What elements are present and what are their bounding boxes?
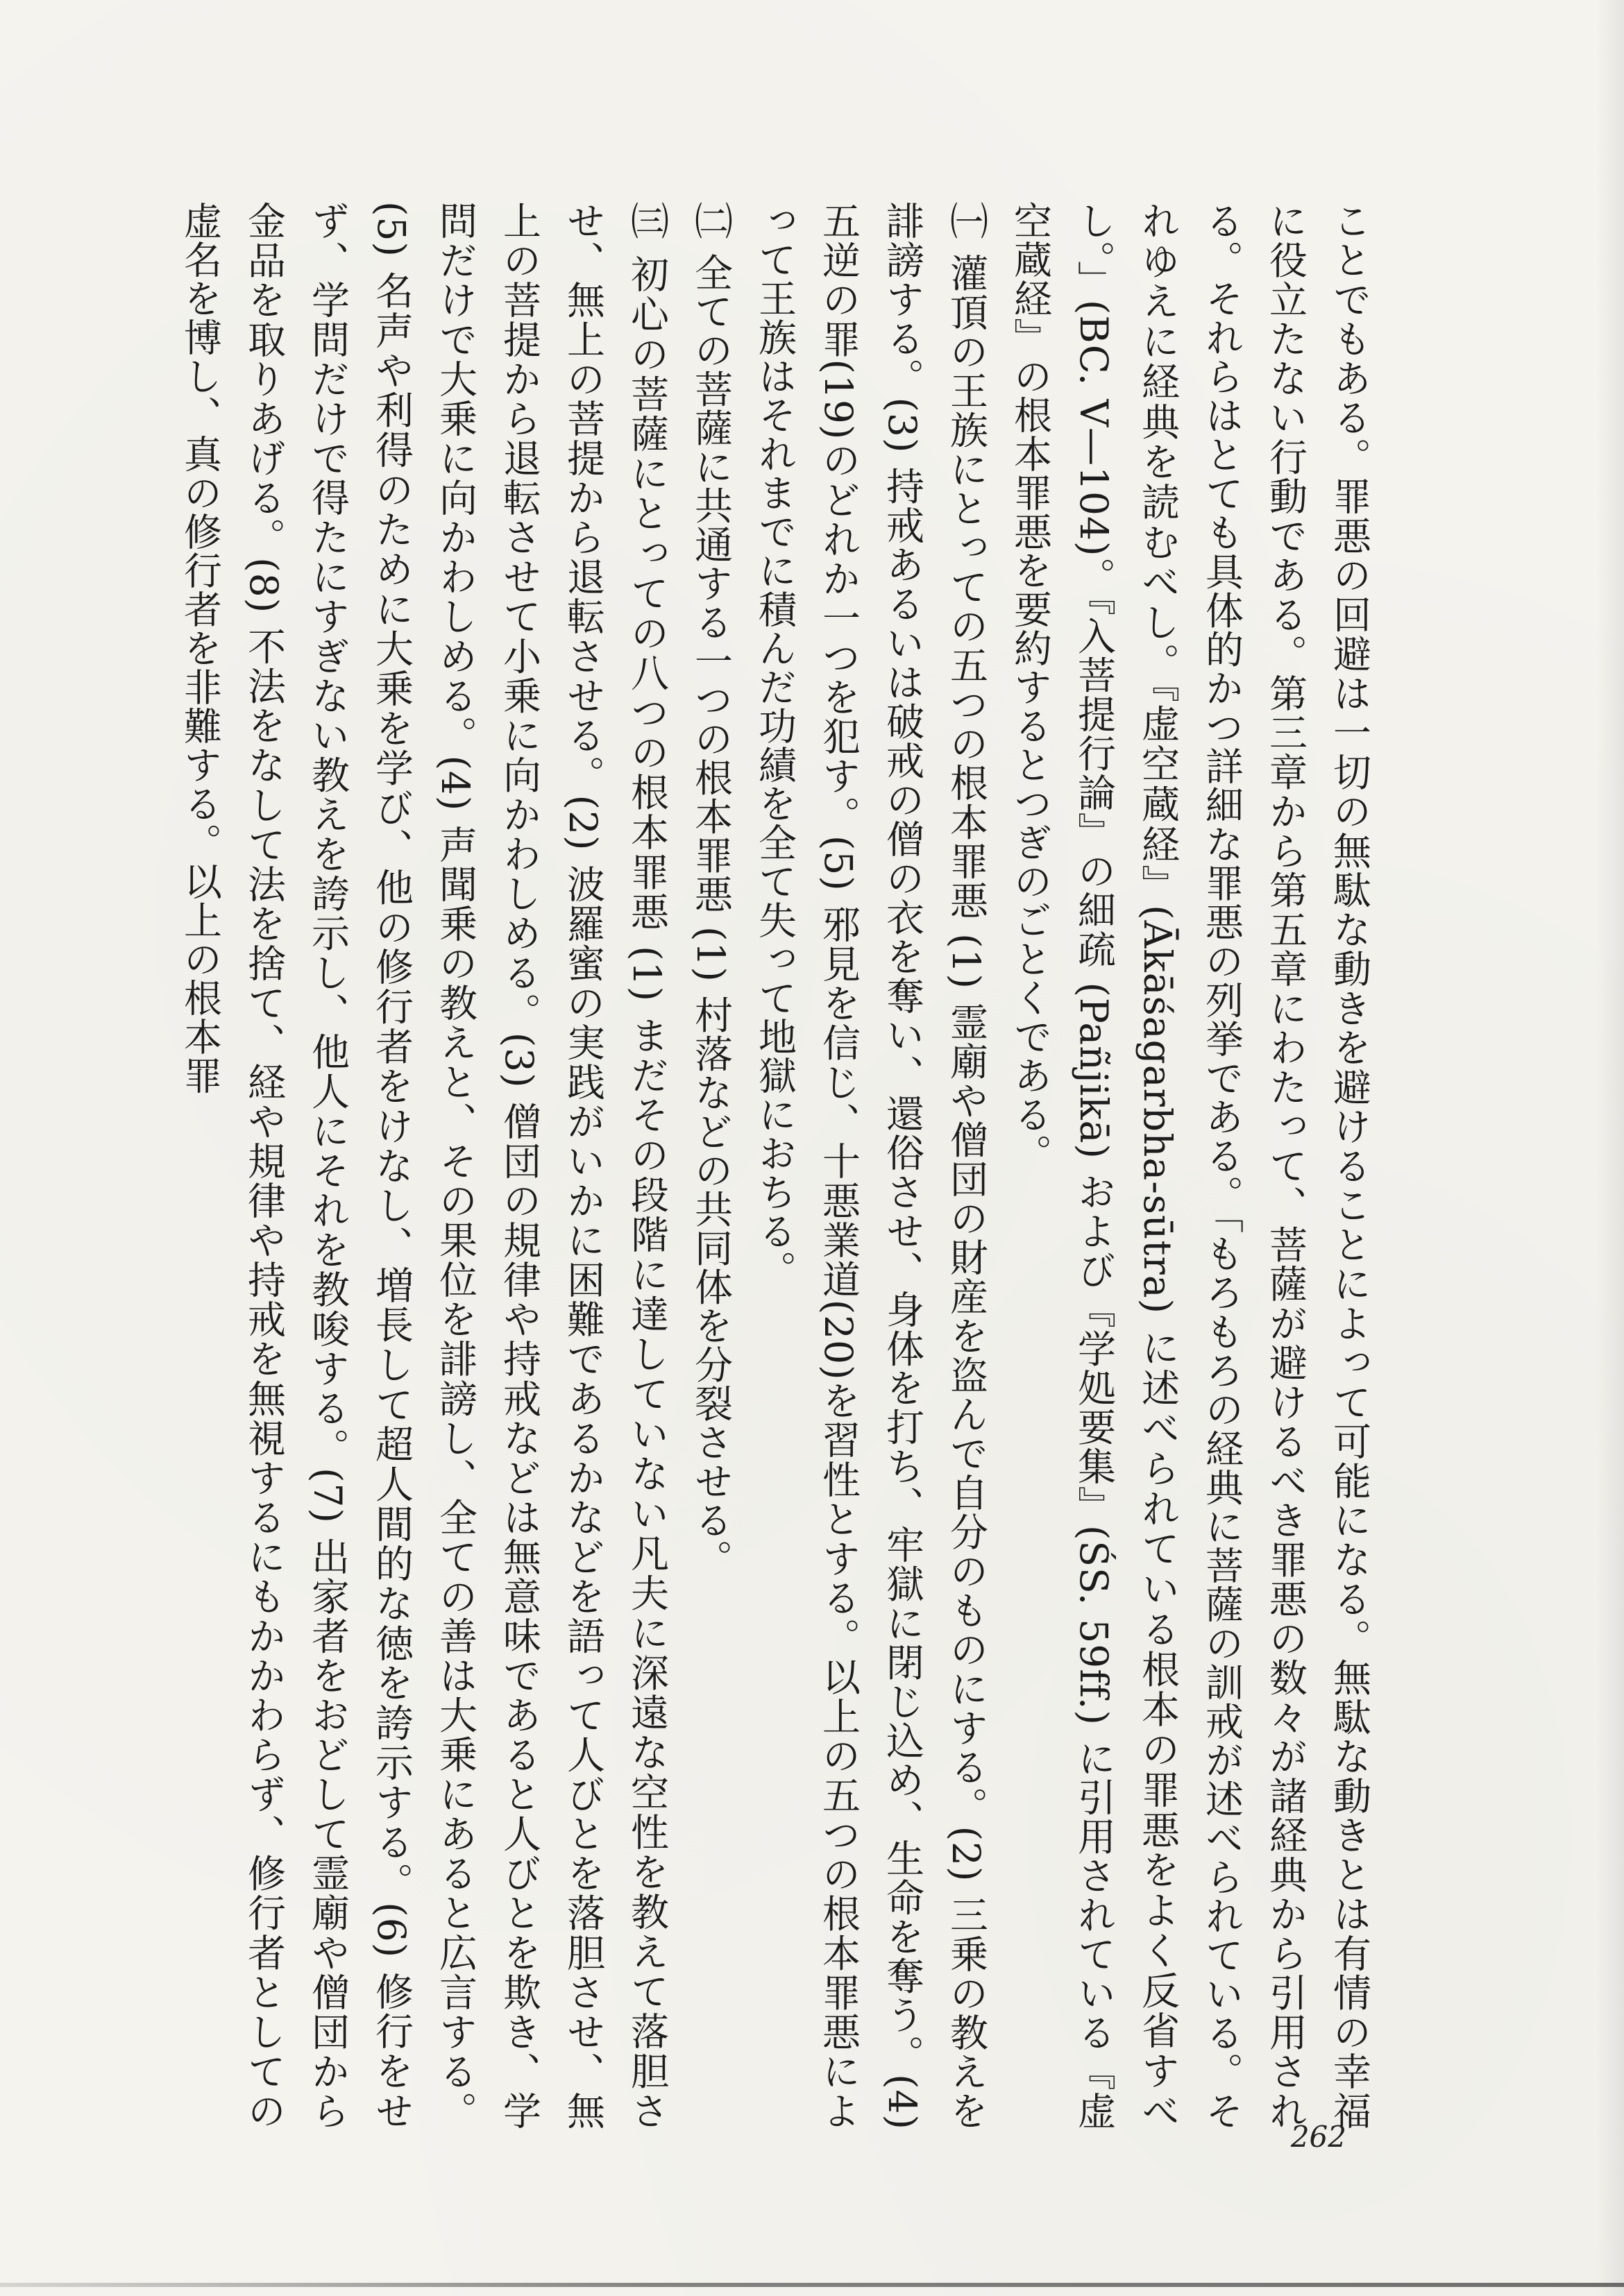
paragraph-royal-five-sins: ㈠ 灌頂の王族にとっての五つの根本罪悪 (1) 霊廟や僧団の財産を盗んで自分のものにする。(2) 三乗の教えを誹謗する。(3) 持戒あるいは破戒の僧の衣を奪い、還俗させ、身体を打ち、牢獄に閉じ込め、生命を奪う。(4) 五逆の罪(19)のどれか一つを犯す。(5) 邪見を信じ、十悪業道(20)を習性とする。以上の五つの根本罪悪によって王族はそれまでに積んだ功績を全て失って地獄におちる。 [752,201,988,2130]
page-number: 262 [1290,2120,1346,2154]
page-edge-shadow [1596,0,1624,2296]
paragraph-intro: ことでもある。罪悪の回避は一切の無駄な動きを避けることによって可能になる。無駄な動きとは有情の幸福に役立たない行動である。第三章から第五章にわたって、菩薩が避けるべき罪悪の数々が諸経典から引用される。それらはとても具体的かつ詳細な罪悪の列挙である。「もろもろの経典に菩薩の訓戒が述べられている。それゆえに経典を読むべし。『虚空蔵経』(Ākāśagarbha-sūtra) に述べられている根本の罪悪をよく反省すべし。」(BC. V—104)。『入菩提行論』の細疏 (Pañjikā) および『学処要集』(ŚS. 59ff.) に引用されている『虚空蔵経』の根本罪悪を要約するとつぎのごとくである。 [1008,201,1371,2131]
paragraph-beginner-eight-sins: ㈢ 初心の菩薩にとっての八つの根本罪悪 (1) まだその段階に達していない凡夫に深遠な空性を教えて落胆させ、無上の菩提から退転させる。(2) 波羅蜜の実践がいかに困難であるかなどを語って人びとを落胆させ、無上の菩提から退転させて小乗に向かわしめる。(3) 僧団の規律や持戒などは無意味であると人びとを欺き、学問だけで大乗に向かわしめる。(4) 声聞乗の教えと、その果位を誹謗し、全ての善は大乗にあると広言する。(5) 名声や利得のために大乗を学び、他の修行者をけなし、増長して超人間的な徳を誇示する。(6) 修行をせず、学問だけで得たにすぎない教えを誇示し、他人にそれを教唆する。(7) 出家者をおどして霊廟や僧団から金品を取りあげる。(8) 不法をなして法を捨て、経や規律や持戒を無視するにもかかわらず、修行者としての虚名を博し、真の修行者を非難する。以上の根本罪 [178,201,669,2131]
scan-bottom-edge [0,2283,1624,2287]
paragraph-common-one-sin: ㈡ 全ての菩薩に共通する一つの根本罪悪 (1) 村落などの共同体を分裂させる。 [688,201,733,1579]
vertical-text-body [178,201,1381,2131]
